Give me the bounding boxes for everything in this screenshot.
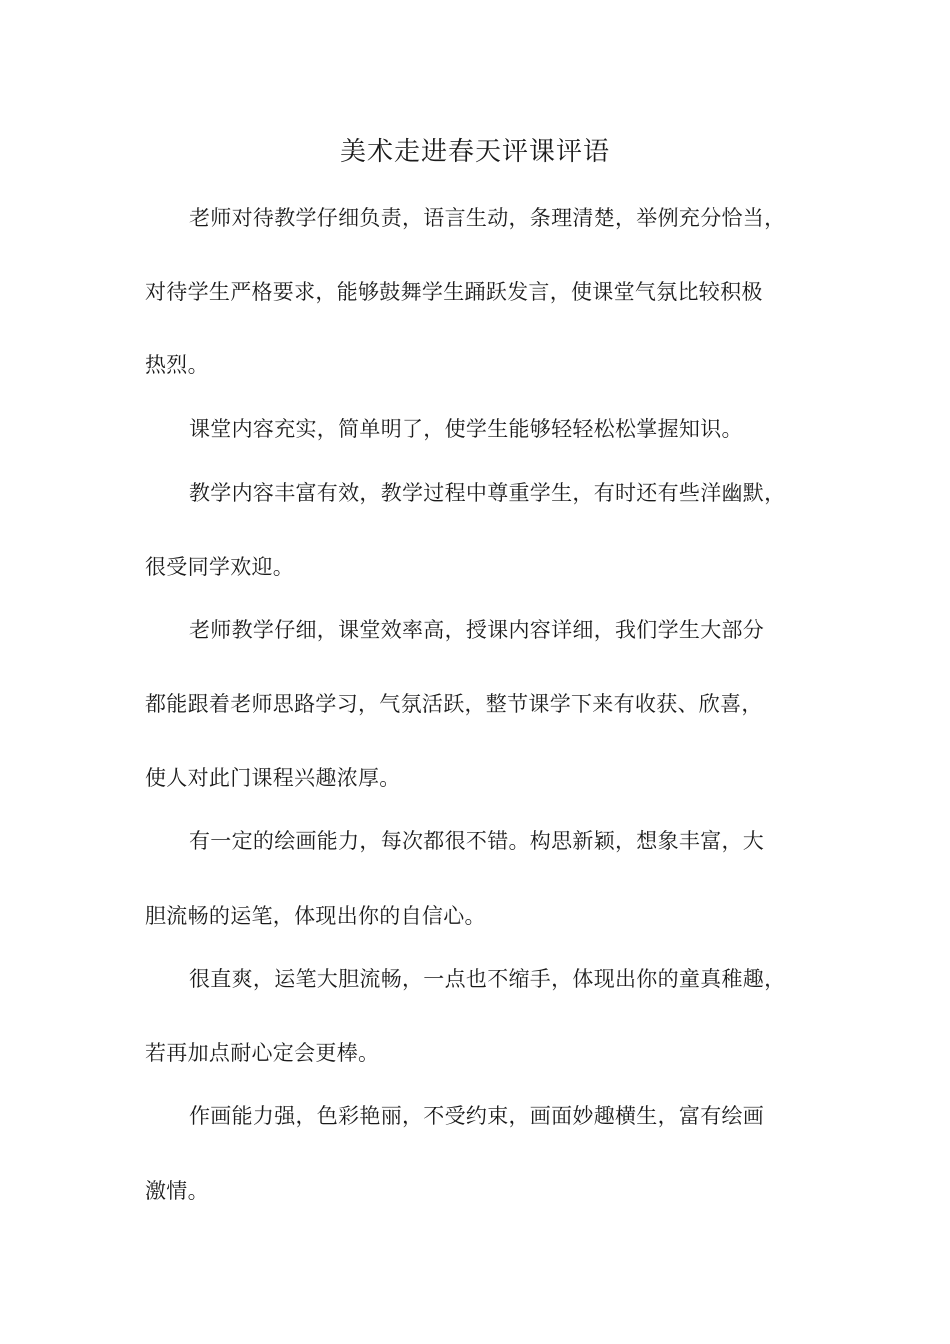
paragraph-1-line-1: 老师对待教学仔细负责，语言生动，条理清楚，举例充分恰当， [189, 206, 786, 230]
paragraph-4-line-1: 老师教学仔细，课堂效率高，授课内容详细，我们学生大部分 [189, 618, 765, 642]
paragraph-5-line-1: 有一定的绘画能力，每次都很不错。构思新颖，想象丰富，大 [189, 829, 765, 853]
paragraph-3-line-1: 教学内容丰富有效，教学过程中尊重学生，有时还有些洋幽默， [189, 481, 786, 505]
paragraph-6-line-1: 很直爽，运笔大胆流畅，一点也不缩手，体现出你的童真稚趣， [189, 967, 786, 991]
paragraph-7-line-1: 作画能力强，色彩艳丽，不受约束，画面妙趣横生，富有绘画 [189, 1104, 765, 1128]
paragraph-3-line-2: 很受同学欢迎。 [145, 555, 295, 579]
paragraph-7-line-2: 激情。 [145, 1179, 209, 1203]
paragraph-4-line-2: 都能跟着老师思路学习，气氛活跃，整节课学下来有收获、欣喜， [145, 692, 763, 716]
paragraph-6-line-2: 若再加点耐心定会更棒。 [145, 1041, 380, 1065]
paragraph-2-line-1: 课堂内容充实，简单明了，使学生能够轻轻松松掌握知识。 [189, 417, 743, 441]
document-title: 美术走进春天评课评语 [339, 137, 610, 167]
paragraph-1-line-2: 对待学生严格要求，能够鼓舞学生踊跃发言，使课堂气氛比较积极 [145, 280, 763, 304]
paragraph-5-line-2: 胆流畅的运笔，体现出你的自信心。 [145, 904, 486, 928]
paragraph-4-line-3: 使人对此门课程兴趣浓厚。 [145, 766, 401, 790]
paragraph-1-line-3: 热烈。 [145, 353, 209, 377]
